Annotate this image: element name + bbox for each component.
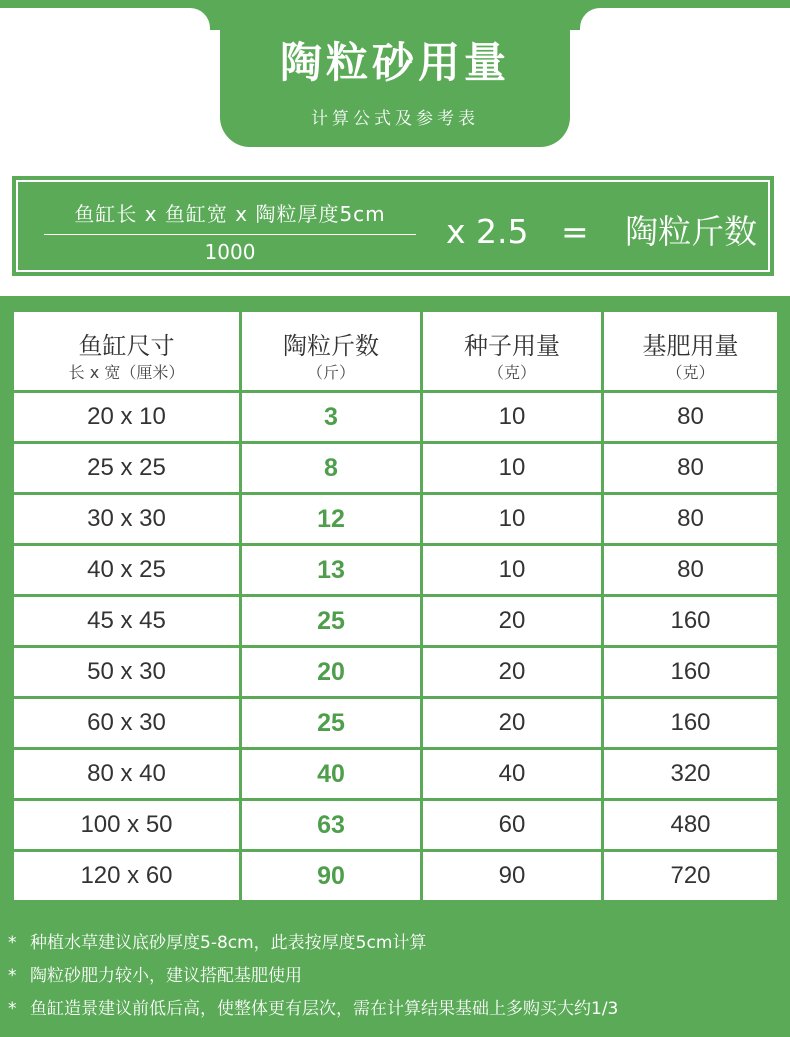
seed-cell: 20: [423, 699, 601, 747]
header-notch-right: [580, 8, 790, 30]
jin-cell: 3: [242, 393, 420, 441]
jin-cell: 13: [242, 546, 420, 594]
formula-equals: =: [561, 212, 589, 251]
formula-box: [16, 180, 770, 272]
header-notch-left: [0, 8, 210, 30]
fert-cell: 80: [604, 444, 777, 492]
jin-cell: 12: [242, 495, 420, 543]
column-header-unit: 长 x 宽（厘米）: [68, 363, 185, 382]
fert-cell: 80: [604, 393, 777, 441]
formula-numerator: 鱼缸长 x 鱼缸宽 x 陶粒厚度5cm: [74, 202, 386, 226]
page-title: 陶粒砂用量: [279, 38, 510, 87]
formula-denominator: 1000: [204, 240, 256, 264]
jin-cell: 90: [242, 852, 420, 900]
note-text: 鱼缸造景建议前低后高，使整体更有层次，需在计算结果基础上多购买大约1/3: [30, 999, 619, 1019]
size-cell: 100 x 50: [14, 801, 239, 849]
fert-cell: 160: [604, 648, 777, 696]
seed-cell: 60: [423, 801, 601, 849]
fraction-bar: [44, 234, 416, 235]
note-item: [8, 928, 426, 953]
seed-cell: 40: [423, 750, 601, 798]
jin-cell: 20: [242, 648, 420, 696]
jin-cell: 25: [242, 699, 420, 747]
jin-cell: 40: [242, 750, 420, 798]
jin-cell: 63: [242, 801, 420, 849]
seed-cell: 10: [423, 393, 601, 441]
formula-band: [12, 176, 774, 276]
size-cell: 30 x 30: [14, 495, 239, 543]
size-cell: 25 x 25: [14, 444, 239, 492]
column-header: [242, 312, 420, 390]
column-header-title: 陶粒斤数: [283, 332, 379, 360]
fert-cell: 80: [604, 546, 777, 594]
size-cell: 120 x 60: [14, 852, 239, 900]
note-text: 种植水草建议底砂厚度5-8cm，此表按厚度5cm计算: [30, 933, 427, 953]
fert-cell: 160: [604, 699, 777, 747]
seed-cell: 90: [423, 852, 601, 900]
size-cell: 40 x 25: [14, 546, 239, 594]
column-header: [604, 312, 777, 390]
column-header-unit: （克）: [487, 363, 536, 382]
star-icon: *: [8, 933, 17, 953]
column-header-title: 基肥用量: [642, 332, 739, 360]
formula-fraction: [44, 198, 416, 262]
size-cell: 20 x 10: [14, 393, 239, 441]
seed-cell: 10: [423, 546, 601, 594]
note-text: 陶粒砂肥力较小，建议搭配基肥使用: [30, 966, 302, 986]
size-cell: 60 x 30: [14, 699, 239, 747]
seed-cell: 20: [423, 597, 601, 645]
size-cell: 50 x 30: [14, 648, 239, 696]
column-header: [423, 312, 601, 390]
column-header: [14, 312, 239, 390]
fert-cell: 480: [604, 801, 777, 849]
size-cell: 45 x 45: [14, 597, 239, 645]
jin-cell: 25: [242, 597, 420, 645]
star-icon: *: [8, 966, 17, 986]
seed-cell: 10: [423, 444, 601, 492]
fert-cell: 160: [604, 597, 777, 645]
column-header-title: 鱼缸尺寸: [78, 332, 175, 360]
size-cell: 80 x 40: [14, 750, 239, 798]
fert-cell: 320: [604, 750, 777, 798]
formula-result-expression: [446, 206, 757, 253]
fert-cell: 720: [604, 852, 777, 900]
formula-result: 陶粒斤数: [625, 212, 758, 251]
fert-cell: 80: [604, 495, 777, 543]
column-header-title: 种子用量: [464, 332, 560, 360]
jin-cell: 8: [242, 444, 420, 492]
page-subtitle: 计算公式及参考表: [311, 109, 479, 129]
seed-cell: 10: [423, 495, 601, 543]
note-item: [8, 961, 302, 986]
column-header-unit: （克）: [666, 363, 715, 382]
star-icon: *: [8, 999, 17, 1019]
column-header-unit: （斤）: [306, 363, 355, 382]
title-tab: [220, 0, 570, 147]
formula-multiplier: x 2.5: [446, 212, 529, 251]
seed-cell: 20: [423, 648, 601, 696]
note-item: [8, 994, 618, 1019]
